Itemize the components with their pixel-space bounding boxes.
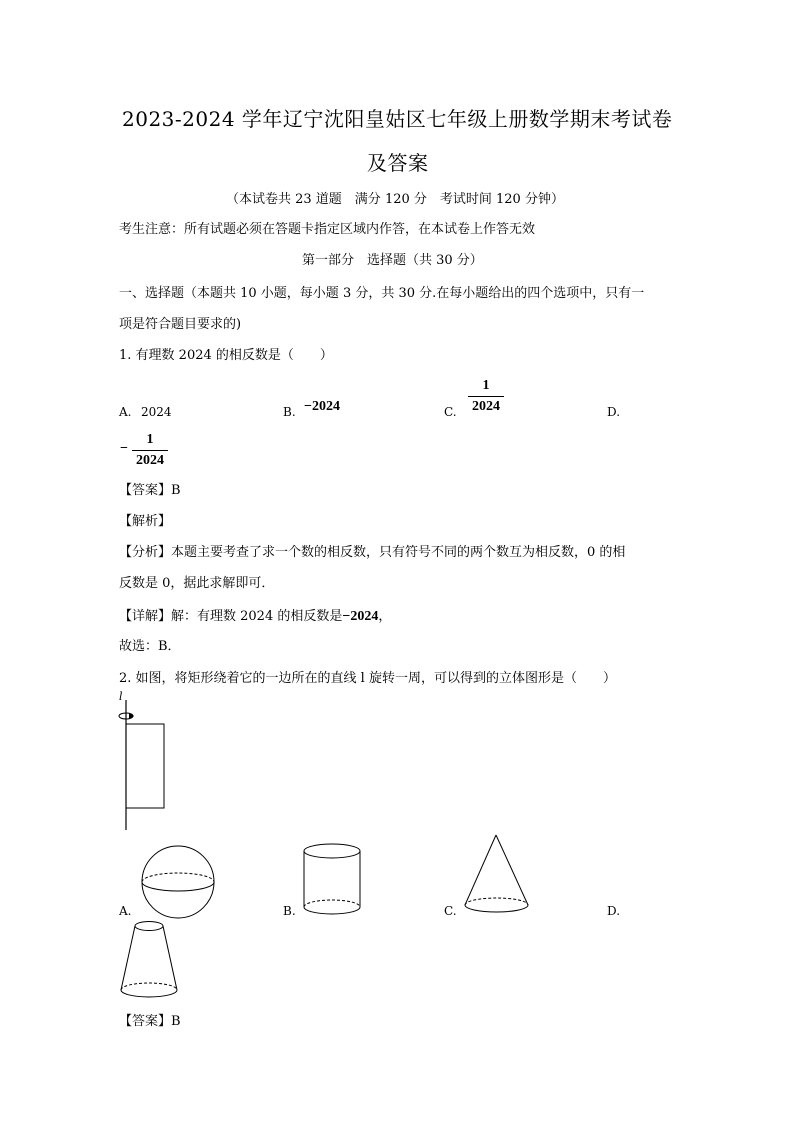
q1-option-c-label: C. bbox=[444, 405, 457, 419]
rectangle-shape bbox=[126, 724, 164, 808]
q1-option-d-numerator: 1 bbox=[146, 432, 154, 447]
section-intro-line1: 一、选择题（本题共 10 小题，每小题 3 分，共 30 分.在每小题给出的四个选项中，只有一 bbox=[119, 286, 645, 301]
q1-option-c-denominator: 2024 bbox=[472, 399, 500, 414]
q1-xiangjie-prefix: 【详解】解：有理数 2024 的相反数是 bbox=[119, 609, 343, 624]
q2-option-a-sphere bbox=[140, 845, 220, 921]
q1-option-d-denominator: 2024 bbox=[136, 453, 164, 468]
q2-axis-label: l bbox=[119, 690, 123, 703]
q1-option-b-value: −2024 bbox=[304, 399, 340, 414]
q1-option-d-label: D. bbox=[607, 405, 621, 419]
document-title-line1: 2023-2024 学年辽宁沈阳皇姑区七年级上册数学期末考试卷 bbox=[122, 107, 673, 131]
q1-analysis-heading: 【解析】 bbox=[119, 514, 172, 529]
fraction-bar bbox=[132, 450, 168, 451]
q1-option-c-fraction bbox=[468, 377, 504, 416]
exam-notice: 考生注意：所有试题必须在答题卡指定区域内作答，在本试卷上作答无效 bbox=[119, 222, 536, 237]
q1-xiangjie-line bbox=[119, 605, 391, 625]
q1-option-a-label: A. bbox=[119, 405, 132, 419]
exam-info: （本试卷共 23 道题 满分 120 分 考试时间 120 分钟） bbox=[226, 192, 564, 207]
q2-answer: 【答案】B bbox=[119, 1014, 181, 1029]
q1-option-a-value: 2024 bbox=[141, 405, 172, 419]
q1-option-b-label: B. bbox=[283, 405, 296, 419]
q1-answer: 【答案】B bbox=[119, 483, 181, 498]
q1-fenxi-line2: 反数是 0，据此求解即可． bbox=[119, 576, 275, 591]
q2-option-d-frustum bbox=[118, 918, 184, 1002]
q2-option-a-label: A. bbox=[119, 904, 132, 918]
q1-xiangjie-suffix: ， bbox=[378, 609, 392, 624]
q1-option-d-fraction bbox=[132, 431, 168, 470]
q1-option-d-sign: − bbox=[120, 441, 128, 456]
q1-option-c-numerator: 1 bbox=[482, 378, 490, 393]
q2-option-c-cone bbox=[463, 833, 533, 917]
q2-option-b-cylinder bbox=[302, 842, 364, 918]
part-heading: 第一部分 选择题（共 30 分） bbox=[302, 253, 483, 268]
q2-option-b-label: B. bbox=[283, 904, 296, 918]
q1-stem: 1. 有理数 2024 的相反数是（ ） bbox=[119, 348, 333, 363]
q2-option-c-label: C. bbox=[444, 904, 457, 918]
q2-rotation-figure bbox=[112, 700, 172, 832]
q1-choose: 故选：B． bbox=[119, 639, 181, 654]
q1-fenxi-line1: 【分析】本题主要考查了求一个数的相反数，只有符号不同的两个数互为相反数，0 的相 bbox=[119, 545, 626, 560]
section-intro-line2: 项是符合题目要求的) bbox=[119, 317, 242, 332]
q2-stem: 2. 如图，将矩形绕着它的一边所在的直线 l 旋转一周，可以得到的立体图形是（ ） bbox=[119, 671, 616, 686]
fraction-bar bbox=[468, 396, 504, 397]
q1-xiangjie-value: −2024 bbox=[342, 609, 379, 624]
q2-option-d-label: D. bbox=[607, 904, 621, 918]
document-title-line2: 及答案 bbox=[367, 151, 429, 175]
